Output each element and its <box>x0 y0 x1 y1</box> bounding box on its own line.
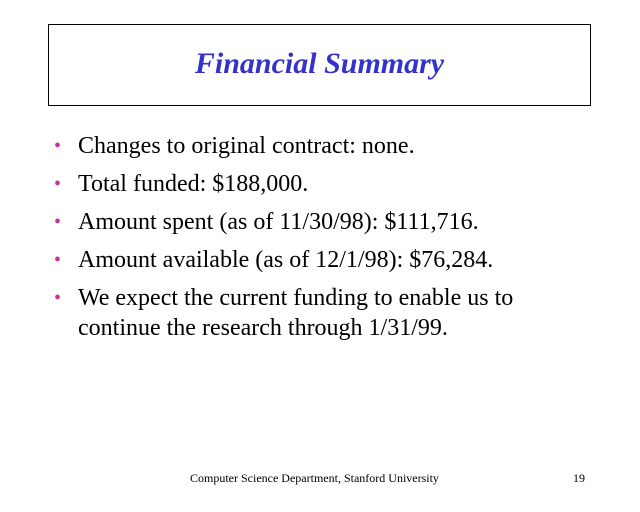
bullet-item <box>52 207 572 237</box>
bullet-icon: • <box>54 135 62 157</box>
bullet-text: Amount available (as of 12/1/98): $76,284. <box>78 247 494 273</box>
footer-text: Computer Science Department, Stanford University <box>190 471 439 485</box>
bullet-item <box>52 245 572 275</box>
bullet-item <box>52 131 572 161</box>
bullet-icon: • <box>54 249 62 271</box>
bullet-icon: • <box>54 211 62 233</box>
bullet-list <box>52 131 572 351</box>
bullet-text: Total funded: $188,000. <box>78 171 309 197</box>
bullet-item <box>52 169 572 199</box>
bullet-text: We expect the current funding to enable us to continue the research through 1/31/99. <box>78 285 514 341</box>
page-number: 19 <box>573 471 585 485</box>
bullet-text: Changes to original contract: none. <box>78 133 415 159</box>
bullet-icon: • <box>54 173 62 195</box>
title-box <box>48 24 591 106</box>
bullet-icon: • <box>54 287 62 309</box>
slide-title: Financial Summary <box>194 47 445 80</box>
bullet-item <box>52 283 572 343</box>
bullet-text: Amount spent (as of 11/30/98): $111,716. <box>78 209 479 235</box>
